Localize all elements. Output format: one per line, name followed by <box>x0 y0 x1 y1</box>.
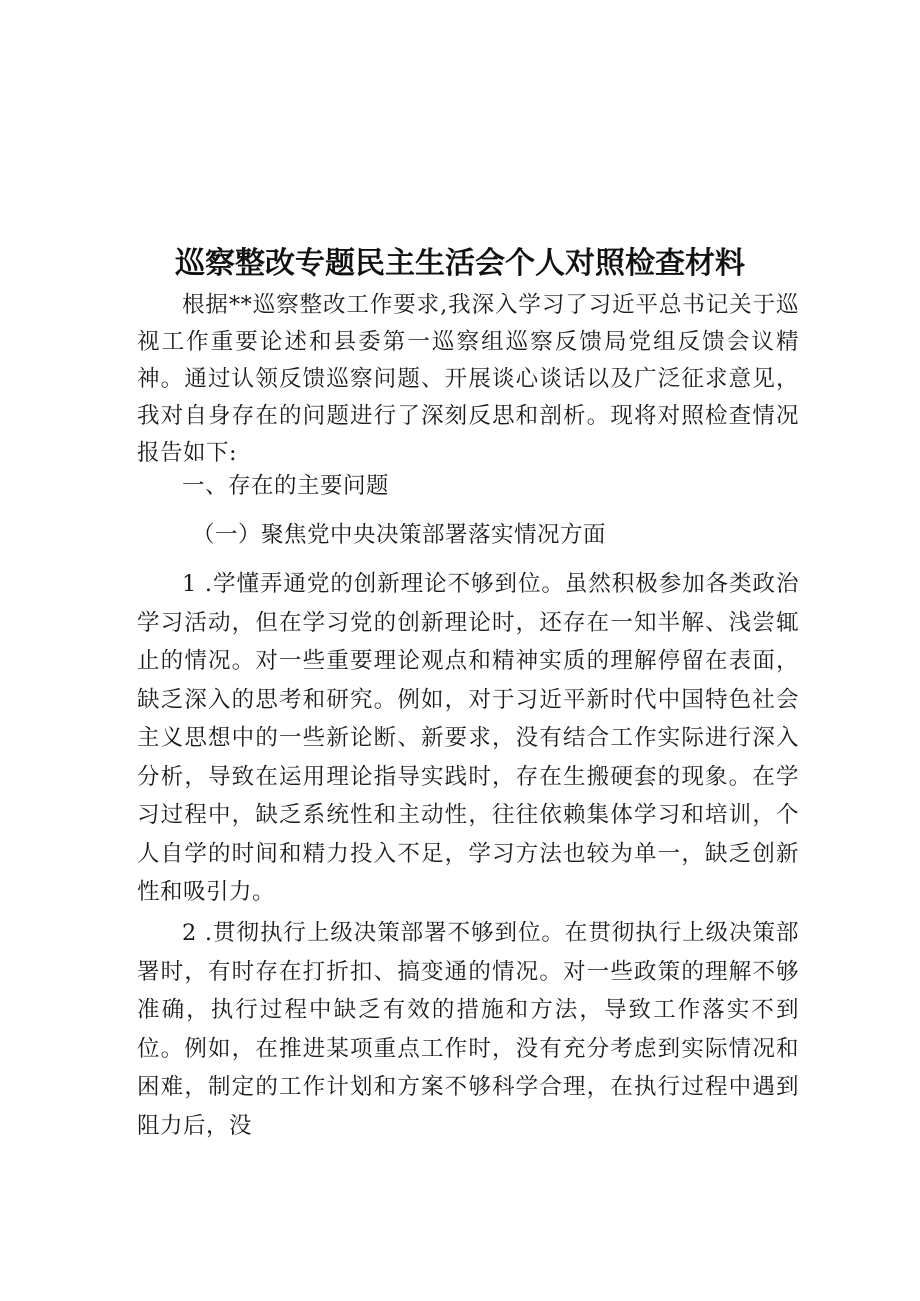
subsection-heading: （一）聚焦党中央决策部署落实情况方面 <box>192 522 607 548</box>
item-2-paragraph: 2 .贯彻执行上级决策部署不够到位。在贯彻执行上级决策部署时，有时存在打折扣、搞变通的情况。对一些政策的理解不够准确，执行过程中缺乏有效的措施和方法，导致工作落实不到位。例如，在推进某项重点工作时，没有充分考虑到实际情况和困难，制定的工作计划和方案不够科学合理，在执行过程中遇到阻力后，没 <box>137 920 799 1139</box>
intro-paragraph: 根据**巡察整改工作要求,我深入学习了习近平总书记关于巡视工作重要论述和县委第一巡察组巡察反馈局党组反馈会议精神。通过认领反馈巡察问题、开展谈心谈话以及广泛征求意见，我对自身存在的问题进行了深刻反思和剖析。现将对照检查情况报告如下: <box>137 292 799 466</box>
document-title: 巡察整改专题民主生活会个人对照检查材料 <box>175 246 745 281</box>
section-heading: 一、存在的主要问题 <box>182 473 390 499</box>
item-1-paragraph: 1 .学懂弄通党的创新理论不够到位。虽然积极参加各类政治学习活动，但在学习党的创新理论时，还存在一知半解、浅尝辄止的情况。对一些重要理论观点和精神实质的理解停留在表面，缺乏深入的思考和研究。例如，对于习近平新时代中国特色社会主义思想中的一些新论断、新要求，没有结合工作实际进行深入分析，导致在运用理论指导实践时，存在生搬硬套的现象。在学习过程中，缺乏系统性和主动性，往往依赖集体学习和培训，个人自学的时间和精力投入不足，学习方法也较为单一，缺乏创新性和吸引力。 <box>137 571 799 905</box>
